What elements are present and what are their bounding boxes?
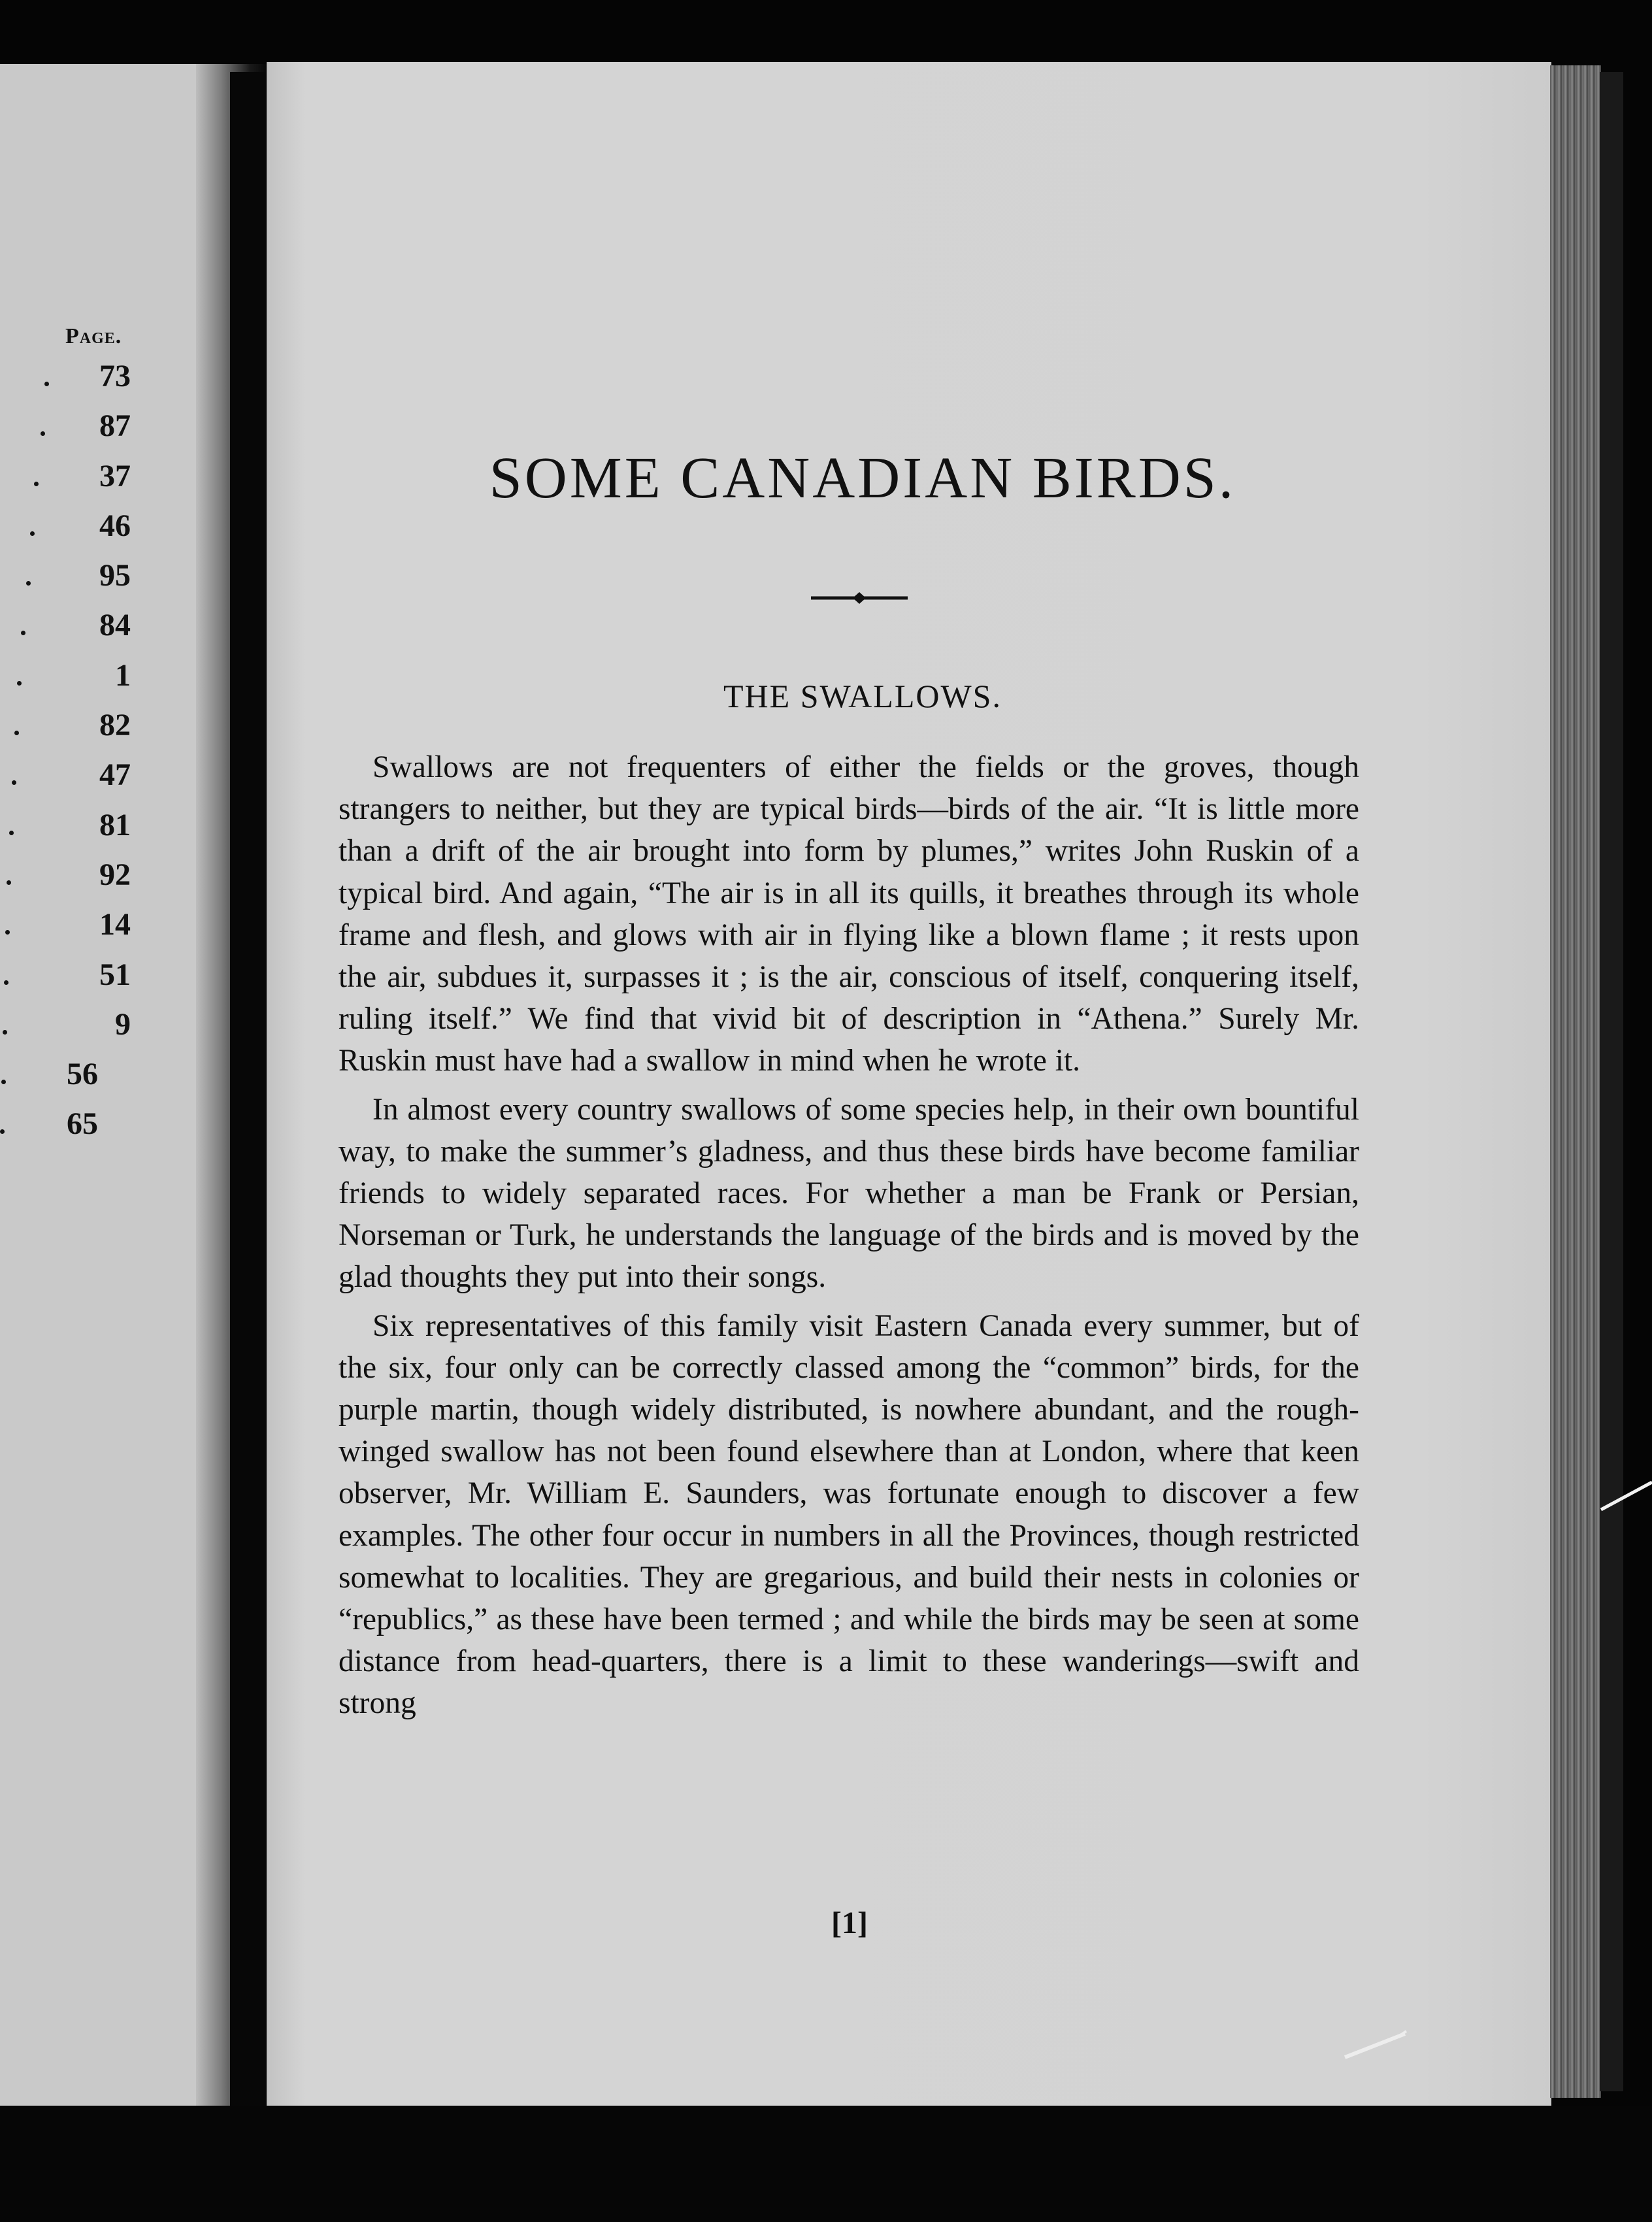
toc-leader-dot xyxy=(3,1030,7,1035)
toc-entry xyxy=(0,757,137,806)
toc-leader-dot xyxy=(21,631,25,635)
title-divider-ornament xyxy=(807,582,912,614)
toc-page-number: 95 xyxy=(99,558,131,593)
chapter-body xyxy=(339,746,1359,1731)
toc-leader-dot xyxy=(30,531,35,536)
toc-entry xyxy=(0,657,137,707)
page-stack-edges xyxy=(1550,65,1601,2098)
toc-entry xyxy=(0,707,137,757)
toc-page-number: 73 xyxy=(99,359,131,393)
toc-leader-dot xyxy=(44,382,49,386)
toc-page-number: 1 xyxy=(115,657,131,693)
toc-entry xyxy=(0,807,137,857)
toc-leader-dot xyxy=(12,780,16,785)
scan-scratch-mark xyxy=(1340,2026,1412,2065)
toc-leader-dot xyxy=(1,1080,6,1084)
toc-page-number: 46 xyxy=(99,508,131,543)
toc-leader-dot xyxy=(26,581,31,586)
toc-page-number: 92 xyxy=(99,857,131,892)
toc-leader-dot xyxy=(34,482,39,486)
book-cover-edge xyxy=(1600,72,1623,2091)
toc-entry xyxy=(0,957,137,1006)
body-paragraph-3: Six representatives of this family visit Eastern Canada every summer, but of the six, four only can be correctly classed among the “common” birds, for the purple martin, though widely distributed, is nowhere abundant, and the rough-winged swallow has not been found elsewhere than at London, where that keen observer, Mr. William E. Saunders, was fortunate enough to discover a few examples. The other four occur in numbers in all the Provinces, though restricted somewhat to localities. They are gregarious, and build their nests in colonies or “republics,” as these have been termed ; and while the birds may be seen at some distance from head-quarters, there is a limit to these wanderings—swift and strong xyxy=(339,1308,1359,1721)
toc-leader-dot xyxy=(17,681,22,686)
toc-entry xyxy=(0,1006,137,1056)
toc-page-number: 47 xyxy=(99,757,131,793)
toc-leader-dot xyxy=(0,1129,5,1134)
toc-entry xyxy=(0,607,137,657)
toc-entry xyxy=(0,1056,137,1106)
page-number: [1] xyxy=(831,1906,868,1940)
toc-leader-dot xyxy=(4,980,8,985)
toc-page-number: 87 xyxy=(99,408,131,444)
toc-entry xyxy=(0,557,137,607)
toc-page-number: 65 xyxy=(67,1106,98,1142)
toc-entry xyxy=(0,1106,137,1155)
toc-entry xyxy=(0,857,137,906)
toc-leader-dot xyxy=(14,731,19,735)
toc-page-column-label: Page. xyxy=(65,324,122,348)
scan-scratch-mark xyxy=(1594,1477,1652,1516)
body-paragraph-2: In almost every country swallows of some species help, in their own bountiful way, to make the summer’s gladness, and thus these birds have become familiar friends to widely separated races. For whether a man be Frank or Persian, Norseman or Turk, he understands the language of the birds and is moved by the glad thoughts they put into their songs. xyxy=(339,1092,1359,1295)
toc-page-number: 81 xyxy=(99,807,131,842)
toc-page-number: 84 xyxy=(99,608,131,643)
toc-page-number: 56 xyxy=(67,1057,98,1092)
toc-leader-dot xyxy=(9,831,14,835)
book-gutter xyxy=(230,72,268,2117)
scan-bottom-border xyxy=(0,2106,1652,2222)
scan-top-border xyxy=(0,0,1652,64)
toc-entry xyxy=(0,458,137,508)
toc-page-number: 82 xyxy=(99,708,131,743)
toc-entry xyxy=(0,358,137,408)
book-title: SOME CANADIAN BIRDS. xyxy=(489,446,1236,510)
toc-leader-dot xyxy=(7,880,11,885)
toc-page-number: 9 xyxy=(115,1006,131,1042)
toc-page-number: 14 xyxy=(99,907,131,942)
toc-entry xyxy=(0,508,137,557)
toc-page-number: 37 xyxy=(99,458,131,493)
toc-page-number-list xyxy=(0,358,137,1156)
toc-entry xyxy=(0,408,137,457)
toc-leader-dot xyxy=(5,930,10,935)
toc-page-number: 51 xyxy=(99,957,131,992)
chapter-title: THE SWALLOWS. xyxy=(723,678,1002,714)
body-paragraph-1: Swallows are not frequenters of either the fields or the groves, though strangers to neither, but they are typical birds—birds of the air. “It is little more than a drift of the air brought into form by plumes,” writes John Ruskin of a typical bird. And again, “The air is in all its quills, it breathes through its whole frame and flesh, and glows with air in flying like a blown flame ; it rests upon the air, subdues it, surpasses it ; is the air, conscious of itself, conquering itself, ruling itself.” We find that vivid bit of description in “Athena.” Surely Mr. Ruskin must have had a swallow in mind when he wrote it. xyxy=(339,750,1359,1078)
toc-leader-dot xyxy=(41,431,45,436)
toc-entry xyxy=(0,906,137,956)
